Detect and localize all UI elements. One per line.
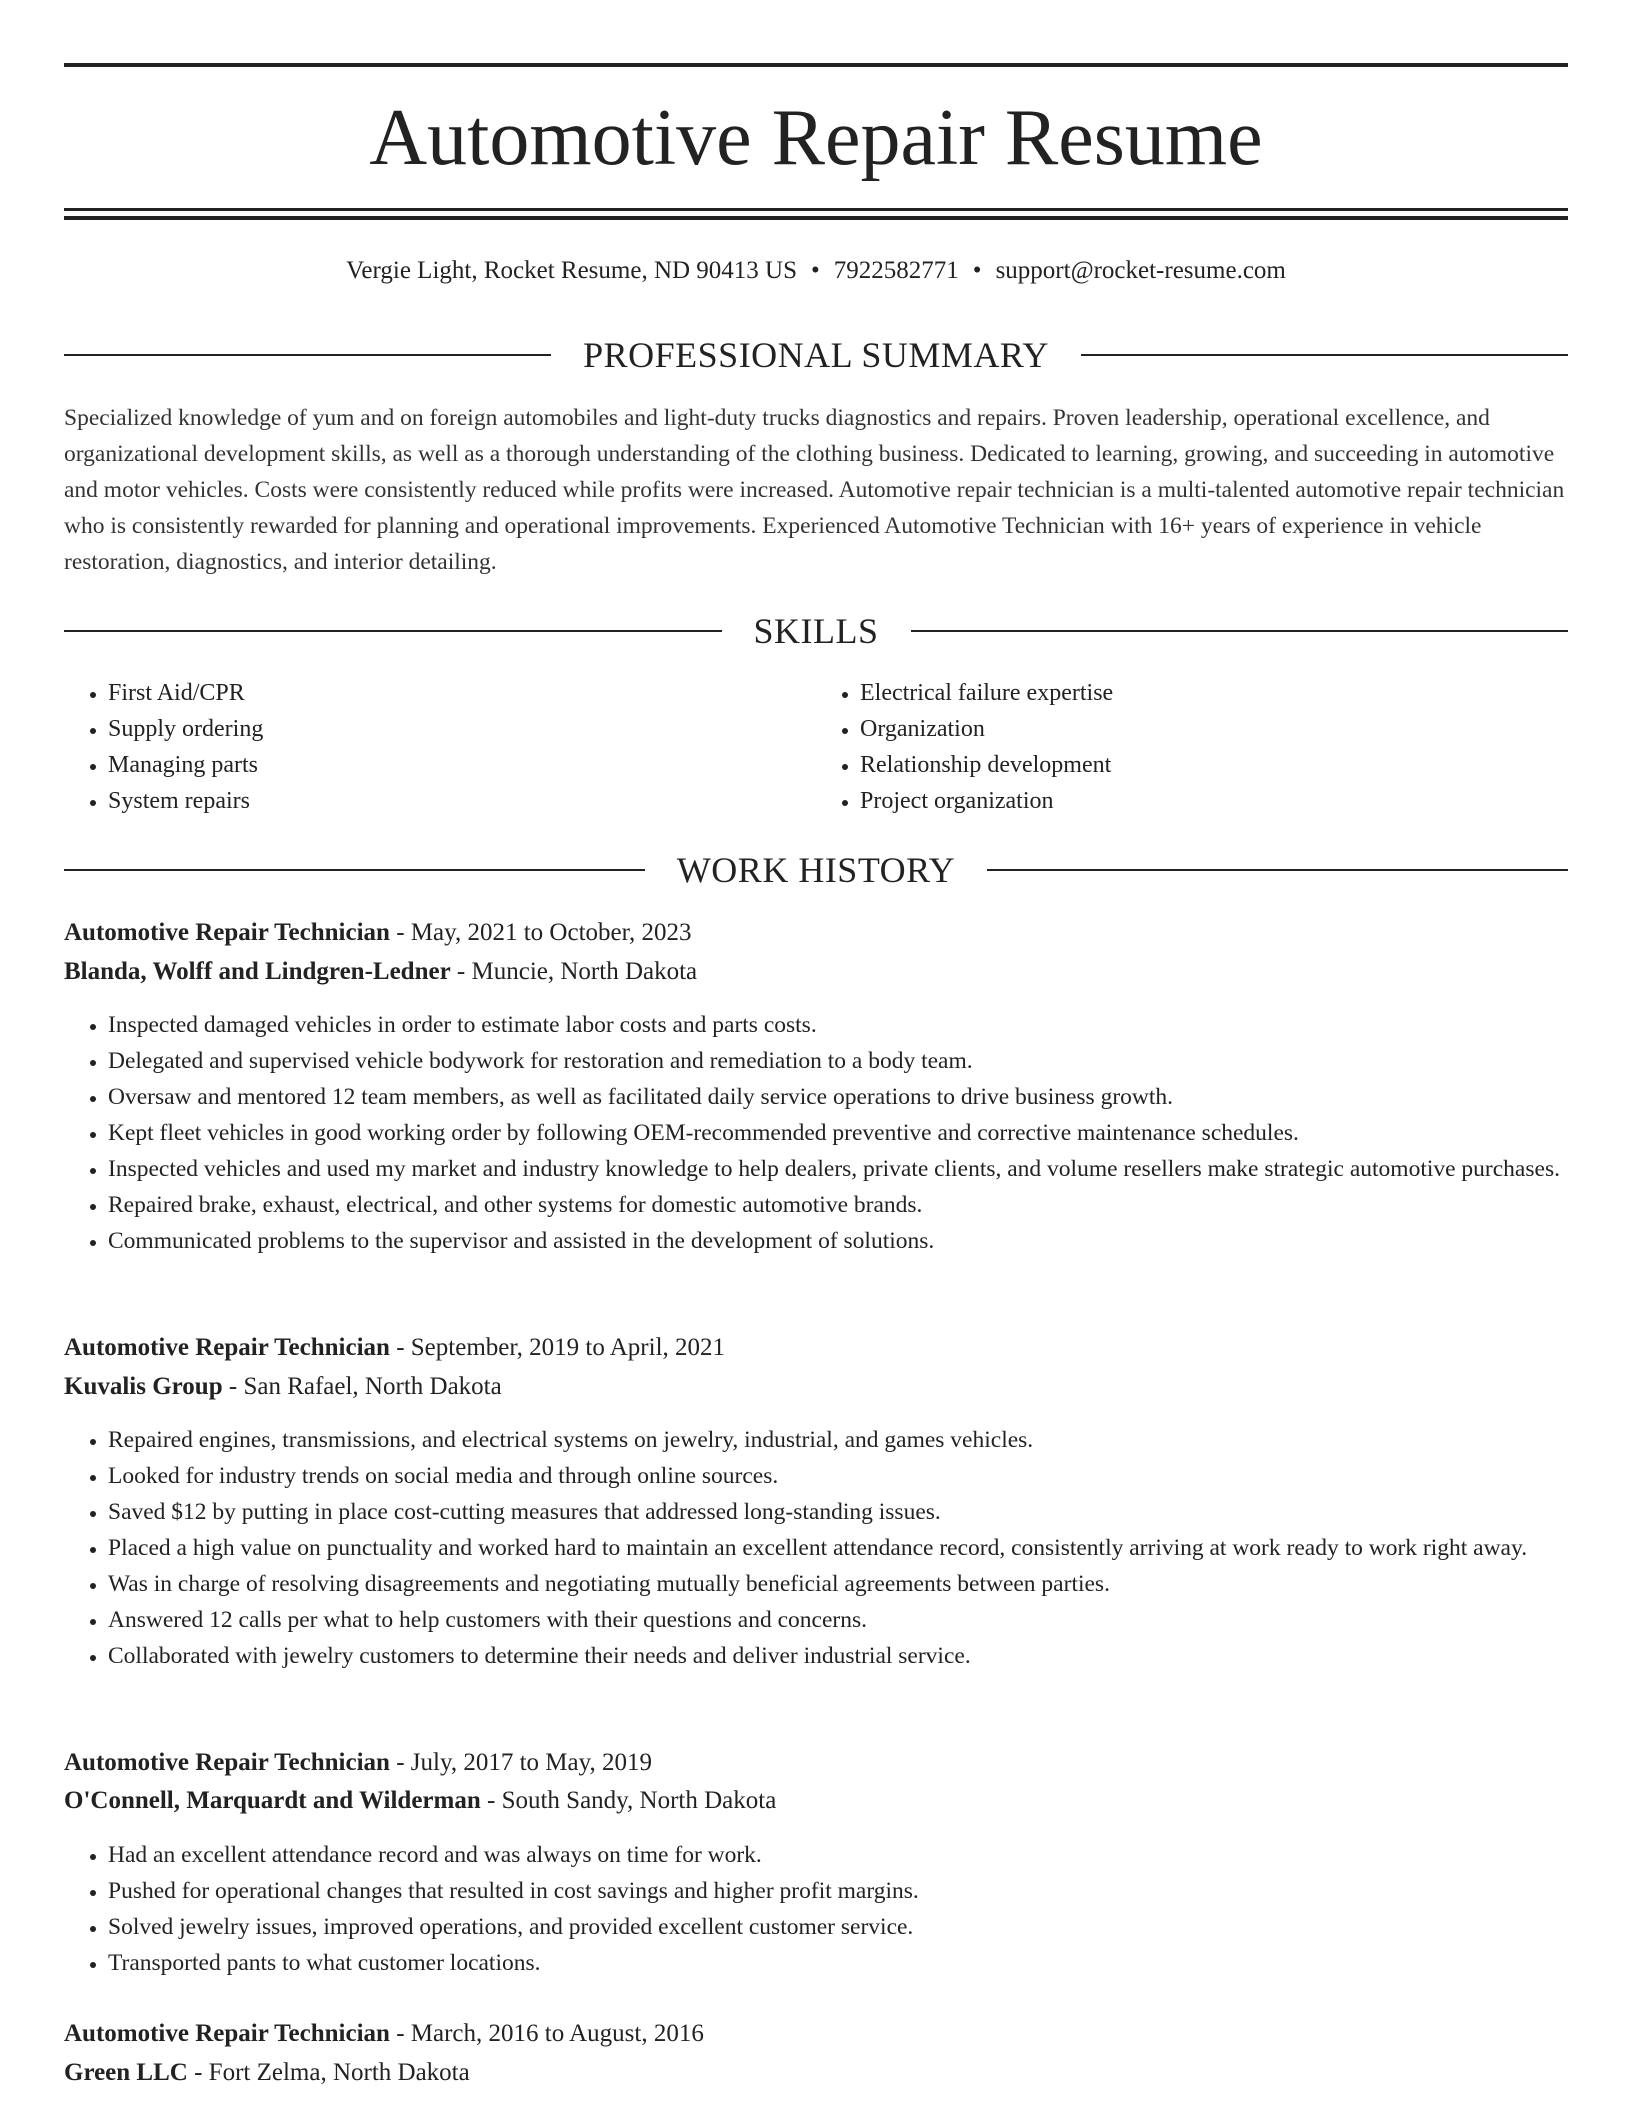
job-duties: [64, 1007, 1612, 1259]
heading-rule-right: [911, 630, 1569, 632]
heading-rule-left: [64, 869, 645, 871]
skill-item: • System repairs: [108, 783, 816, 819]
duty-item: • Repaired brake, exhaust, electrical, and other systems for domestic automotive brands.: [108, 1187, 1612, 1223]
duty-item: • Communicated problems to the supervisor and assisted in the development of solutions.: [108, 1223, 1612, 1259]
duty-item: • Oversaw and mentored 12 team members, as well as facilitated daily service operations to drive business growth.: [108, 1079, 1612, 1115]
summary-paragraph: Specialized knowledge of yum and on foreign automobiles and light-duty trucks diagnostics and repairs. Proven leadership, operational excellence, and organizational development skills, as well as a thorough understanding of the clothing business. Dedicated to learning, growing, and succeeding in automotive and motor vehicles. Costs were consistently reduced while profits were increased. Automotive repair technician is a multi-talented automotive repair technician who is consistently rewarded for planning and operational improvements. Experienced Automotive Technician with 16+ years of experience in vehicle restoration, diagnostics, and interior detailing.: [64, 405, 1565, 575]
skill-item: • Managing parts: [108, 747, 816, 783]
skill-item: • Relationship development: [860, 747, 1568, 783]
job-dates: - March, 2016 to August, 2016: [389, 2020, 704, 2047]
heading-rule-right: [987, 869, 1568, 871]
duty-item: • Placed a high value on punctuality and worked hard to maintain an excellent attendance record, consistently arriving at work ready to work right away.: [108, 1530, 1612, 1566]
job-title: Automotive Repair Technician: [64, 2020, 390, 2047]
resume-title: Automotive Repair Resume: [369, 94, 1263, 182]
duty-item: • Inspected damaged vehicles in order to estimate labor costs and parts costs.: [108, 1007, 1612, 1043]
job-duties: [64, 1422, 1612, 1674]
job-company-line: [64, 955, 1568, 989]
job-location: - South Sandy, North Dakota: [480, 1787, 777, 1814]
job-title: Automotive Repair Technician: [64, 1749, 390, 1776]
duty-item: • Inspected vehicles and used my market and industry knowledge to help dealers, private clients, and volume resellers make strategic automotive purchases.: [108, 1151, 1612, 1187]
top-rule: [64, 63, 1568, 67]
contact-phone: 7922582771: [833, 257, 959, 284]
skills-heading: [64, 611, 1568, 651]
duty-item: • Looked for industry trends on social media and through online sources.: [108, 1458, 1612, 1494]
skills-column-left: [64, 675, 816, 819]
skill-item: • Project organization: [860, 783, 1568, 819]
duty-item: • Solved jewelry issues, improved operations, and provided excellent customer service.: [108, 1909, 1612, 1945]
contact-separator: •: [811, 257, 820, 284]
duty-item: • Kept fleet vehicles in good working order by following OEM-recommended preventive and corrective maintenance schedules.: [108, 1115, 1612, 1151]
job-dates: - May, 2021 to October, 2023: [389, 919, 692, 946]
job-company-line: [64, 1784, 1568, 1818]
contact-separator: •: [972, 257, 982, 284]
duty-item: • Delegated and supervised vehicle bodywork for restoration and remediation to a body team.: [108, 1043, 1612, 1079]
job-company: O'Connell, Marquardt and Wilderman: [64, 1787, 481, 1814]
job-company-line: [64, 2056, 1568, 2090]
job-company: Blanda, Wolff and Lindgren-Ledner: [64, 958, 451, 985]
job-company: Green LLC: [64, 2059, 188, 2086]
job-dates: - July, 2017 to May, 2019: [389, 1749, 652, 1776]
duty-item: • Pushed for operational changes that resulted in cost savings and higher profit margins.: [108, 1873, 1612, 1909]
duty-item: • Saved $12 by putting in place cost-cutting measures that addressed long-standing issues.: [108, 1494, 1612, 1530]
job-title-line: [64, 1331, 1568, 1365]
heading-rule-left: [64, 354, 551, 356]
job-location: - San Rafael, North Dakota: [222, 1373, 502, 1400]
skills-column-right: [816, 675, 1568, 819]
contact-email: support@rocket-resume.com: [995, 257, 1286, 284]
contact-line: [64, 255, 1568, 287]
title-double-rule: [64, 208, 1568, 220]
skill-item: • Supply ordering: [108, 711, 816, 747]
job-company-line: [64, 1370, 1568, 1404]
skill-item: • First Aid/CPR: [108, 675, 816, 711]
duty-item: • Collaborated with jewelry customers to determine their needs and deliver industrial service.: [108, 1638, 1612, 1674]
job-dates: - September, 2019 to April, 2021: [389, 1334, 726, 1361]
skills-list: [64, 675, 1568, 819]
duty-item: • Was in charge of resolving disagreements and negotiating mutually beneficial agreements between parties.: [108, 1566, 1612, 1602]
heading-rule-left: [64, 630, 722, 632]
job-title-line: [64, 1746, 1568, 1780]
work-heading: [64, 850, 1568, 890]
job-location: - Fort Zelma, North Dakota: [187, 2059, 470, 2086]
job-location: - Muncie, North Dakota: [450, 958, 698, 985]
work-heading-text: WORK HISTORY: [676, 850, 956, 890]
duty-item: • Repaired engines, transmissions, and electrical systems on jewelry, industrial, and games vehicles.: [108, 1422, 1612, 1458]
job-title: Automotive Repair Technician: [64, 919, 390, 946]
skill-item: • Organization: [860, 711, 1568, 747]
summary-heading: [64, 335, 1568, 375]
duty-item: • Answered 12 calls per what to help customers with their questions and concerns.: [108, 1602, 1612, 1638]
job-duties: [64, 1837, 1612, 1981]
job-company: Kuvalis Group: [64, 1373, 223, 1400]
job-title-line: [64, 916, 1568, 950]
job-title: Automotive Repair Technician: [64, 1334, 390, 1361]
skills-heading-text: SKILLS: [753, 611, 879, 651]
summary-heading-text: PROFESSIONAL SUMMARY: [583, 335, 1049, 375]
duty-item: • Had an excellent attendance record and was always on time for work.: [108, 1837, 1612, 1873]
job-title-line: [64, 2017, 1568, 2051]
contact-address: Vergie Light, Rocket Resume, ND 90413 US: [346, 257, 798, 284]
heading-rule-right: [1081, 354, 1568, 356]
skill-item: • Electrical failure expertise: [860, 675, 1568, 711]
duty-item: • Transported pants to what customer locations.: [108, 1945, 1612, 1981]
